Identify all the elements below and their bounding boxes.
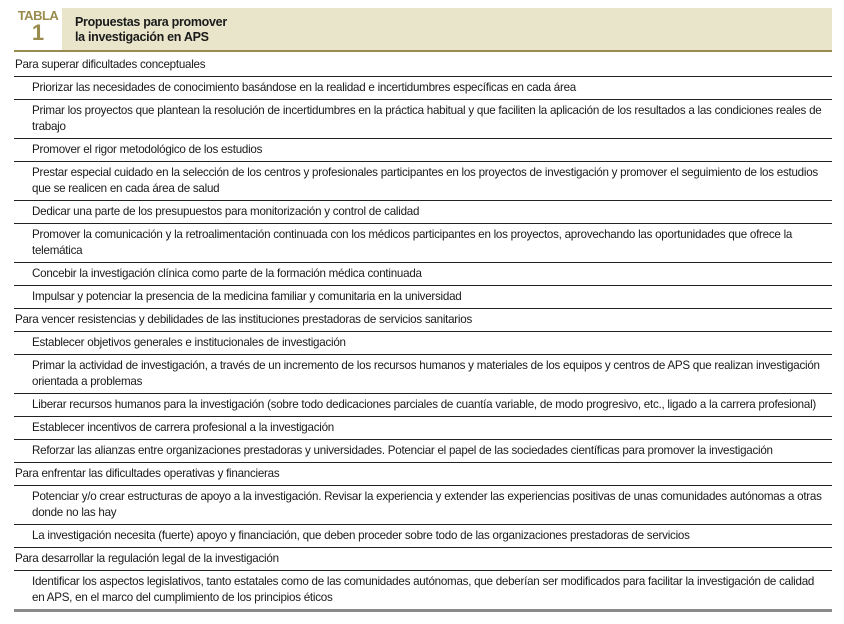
table-label [14,8,62,50]
proposals-table [14,54,832,612]
table-row: Potenciar y/o crear estructuras de apoyo a la investigación. Revisar la experiencia y extender las experiencias positivas de unas comunidades autónomas a otras donde no las hay [14,486,832,525]
table-row: Liberar recursos humanos para la investigación (sobre todo dedicaciones parciales de cuantía variable, de modo progresivo, etc., ligado a la carrera profesional) [14,394,832,417]
table-title [62,8,832,50]
table-row: Concebir la investigación clínica como parte de la formación médica continuada [14,263,832,286]
table-row: Promover el rigor metodológico de los estudios [14,139,832,162]
table-row: Reforzar las alianzas entre organizaciones prestadoras y universidades. Potenciar el papel de las sociedades científicas para promover la investigación [14,440,832,463]
section-header: Para superar dificultades conceptuales [14,54,832,77]
table-title-line1: Propuestas para promover [75,15,227,29]
table-row: Establecer incentivos de carrera profesional a la investigación [14,417,832,440]
section-header: Para enfrentar las dificultades operativas y financieras [14,463,832,486]
table-row: Primar los proyectos que plantean la resolución de incertidumbres en la práctica habitual y que faciliten la aplicación de los resultados a las condiciones reales de trabajo [14,100,832,139]
section-header: Para vencer resistencias y debilidades de las instituciones prestadoras de servicios sanitarios [14,309,832,332]
section-header: Para desarrollar la regulación legal de la investigación [14,548,832,571]
table-row: La investigación necesita (fuerte) apoyo y financiación, que deben proceder sobre todo de las organizaciones prestadoras de servicios [14,525,832,548]
table-row: Promover la comunicación y la retroalimentación continuada con los médicos participantes en los proyectos, aprovechando las oportunidades que ofrece la telemática [14,224,832,263]
table-row: Establecer objetivos generales e institucionales de investigación [14,332,832,355]
table-row: Identificar los aspectos legislativos, tanto estatales como de las comunidades autónomas, que deberían ser modificados para facilitar la investigación de calidad en APS, en el marco del cumplimiento de los principios éticos [14,571,832,612]
table-row: Prestar especial cuidado en la selección de los centros y profesionales participantes en los proyectos de investigación y promover el seguimiento de los estudios que se realicen en cada área de salud [14,162,832,201]
table-row: Primar la actividad de investigación, a través de un incremento de los recursos humanos y materiales de los equipos y centros de APS que realizan investigación orientada a problemas [14,355,832,394]
table-title-line2: la investigación en APS [75,30,209,44]
table-row: Dedicar una parte de los presupuestos para monitorización y control de calidad [14,201,832,224]
table-label-text: TABLA [17,8,59,23]
table-row: Impulsar y potenciar la presencia de la medicina familiar y comunitaria en la universidad [14,286,832,309]
table-header [14,8,832,52]
table-number: 1 [31,20,45,45]
table-row: Priorizar las necesidades de conocimiento basándose en la realidad e incertidumbres específicas en cada área [14,77,832,100]
